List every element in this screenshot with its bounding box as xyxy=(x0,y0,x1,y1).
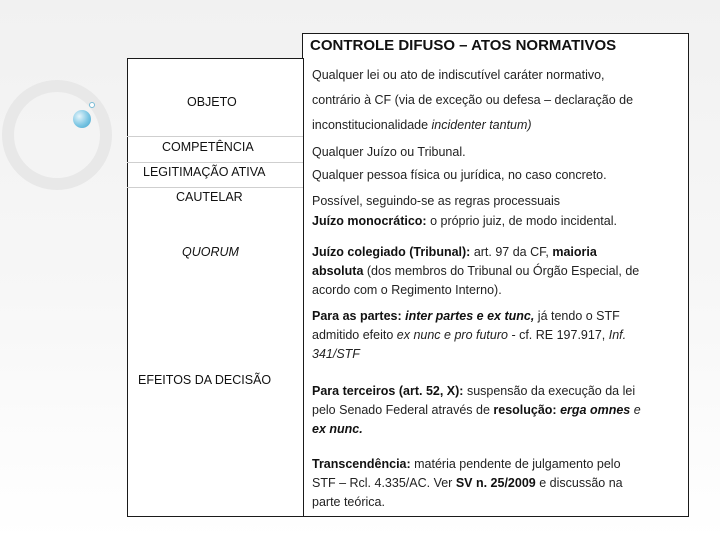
row-label-legitimacao: LEGITIMAÇÃO ATIVA xyxy=(143,165,266,179)
row-value-quorum: Juízo monocrático: o próprio juiz, de modo incidental. Juízo colegiado (Tribunal): art. 97 da CF, maioria absoluta (dos membros do Tribunal ou Órgão Especial, de acordo com o Regimento Interno). xyxy=(312,214,640,297)
table-title: CONTROLE DIFUSO – ATOS NORMATIVOS xyxy=(310,37,617,54)
row-label-objeto: OBJETO xyxy=(187,95,237,109)
row-value-competencia: Qualquer Juízo ou Tribunal. xyxy=(312,145,466,159)
row-value-cautelar: Possível, seguindo-se as regras processuais xyxy=(312,194,561,208)
row-value-efeitos: Para as partes: inter partes e ex tunc, já tendo o STF admitido efeito ex nunc e pro futuro - cf. RE 197.917, Inf. 341/STF Para terceiros (art. 52, X): suspensão da execução da lei pelo Senado Federal através de resolução: erga omnes e ex nunc. Transcendência: matéria pendente de julgamento pelo STF – Rcl. 4.335/AC. Ver SV n. 25/2009 e discussão na parte teórica. xyxy=(312,309,641,509)
row-value-objeto: Qualquer lei ou ato de indiscutível caráter normativo, contrário à CF (via de exceção ou defesa – declaração de inconstitucionalidade incidenter tantum) xyxy=(312,68,634,132)
header-blank-cell xyxy=(127,33,303,59)
row-separator xyxy=(127,187,303,188)
row-label-competencia: COMPETÊNCIA xyxy=(162,140,254,154)
column-divider xyxy=(303,58,304,517)
decorative-ring xyxy=(2,80,112,190)
row-value-legitimacao: Qualquer pessoa física ou jurídica, no caso concreto. xyxy=(312,168,607,182)
decorative-bubble-icon xyxy=(73,110,91,128)
decorative-small-bubble-icon xyxy=(89,102,95,108)
row-label-efeitos: EFEITOS DA DECISÃO xyxy=(138,373,272,387)
row-separator xyxy=(127,136,303,137)
row-label-quorum: QUORUM xyxy=(182,245,239,259)
row-label-cautelar: CAUTELAR xyxy=(176,190,243,204)
row-separator xyxy=(127,162,303,163)
